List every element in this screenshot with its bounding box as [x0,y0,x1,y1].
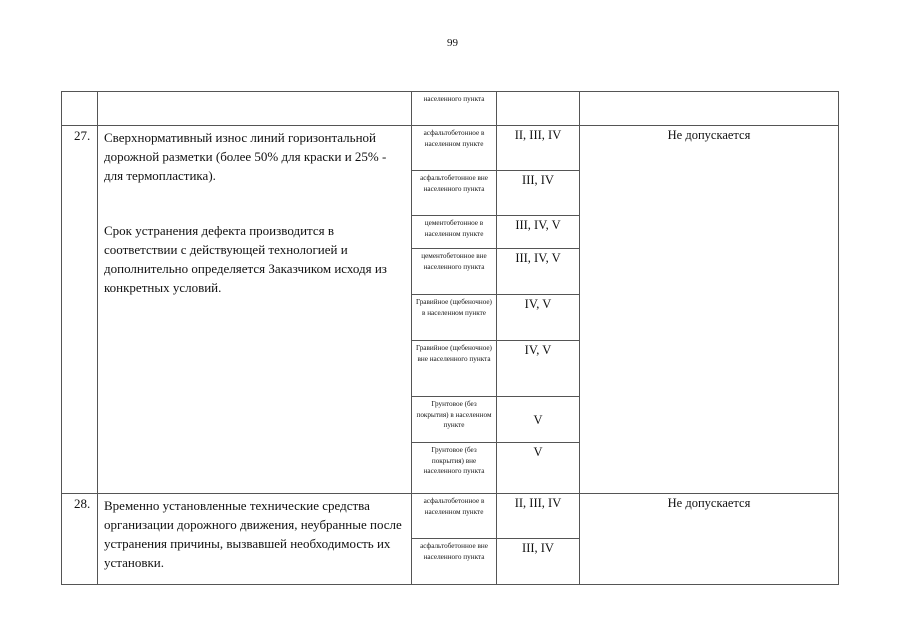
category-cell: III, IV, V [497,249,580,295]
description-paragraph: Сверхнормативный износ линий горизонтальной дорожной разметки (более 50% для краски и 25% - для термопластика). [104,130,387,183]
result-cell: Не допускается [580,494,839,585]
coverage-cell: населенного пункта [412,92,497,126]
table-row [62,126,839,171]
coverage-cell: Гравийное (щебеночное) вне населенного пункта [412,341,497,397]
category-cell [497,92,580,126]
item-number: 27. [62,126,98,494]
coverage-cell: Гравийное (щебеночное) в населенном пункте [412,295,497,341]
category-cell: IV, V [497,295,580,341]
category-cell: V [497,397,580,443]
coverage-cell: Грунтовое (без покрытия) вне населенного пункта [412,443,497,494]
table-row [62,92,839,126]
description-paragraph: Срок устранения дефекта производится в соответствии с действующей технологией и дополнительно определяется Заказчиком исходя из конкретных условий. [104,223,387,295]
item-description [98,494,412,585]
description-paragraph: Временно установленные технические средства организации дорожного движения, неубранные после устранения причины, вызвавшей необходимость их установки. [104,498,402,570]
table-row [62,494,839,539]
category-cell: IV, V [497,341,580,397]
coverage-cell: асфальтобетонное в населенном пункте [412,126,497,171]
item-description [98,126,412,494]
category-cell: V [497,443,580,494]
coverage-cell: цементобетонное вне населенного пункта [412,249,497,295]
coverage-cell: Грунтовое (без покрытия) в населенном пункте [412,397,497,443]
category-cell: II, III, IV [497,126,580,171]
number-cell [62,92,98,126]
item-number: 28. [62,494,98,585]
coverage-cell: асфальтобетонное вне населенного пункта [412,539,497,585]
result-cell: Не допускается [580,126,839,494]
result-cell [580,92,839,126]
coverage-cell: цементобетонное в населенном пункте [412,216,497,249]
requirements-table [61,91,839,585]
category-cell: III, IV [497,539,580,585]
page-number: 99 [447,37,458,49]
coverage-cell: асфальтобетонное в населенном пункте [412,494,497,539]
category-cell: II, III, IV [497,494,580,539]
category-cell: III, IV, V [497,216,580,249]
category-cell: III, IV [497,171,580,216]
description-cell [98,92,412,126]
coverage-cell: асфальтобетонное вне населенного пункта [412,171,497,216]
